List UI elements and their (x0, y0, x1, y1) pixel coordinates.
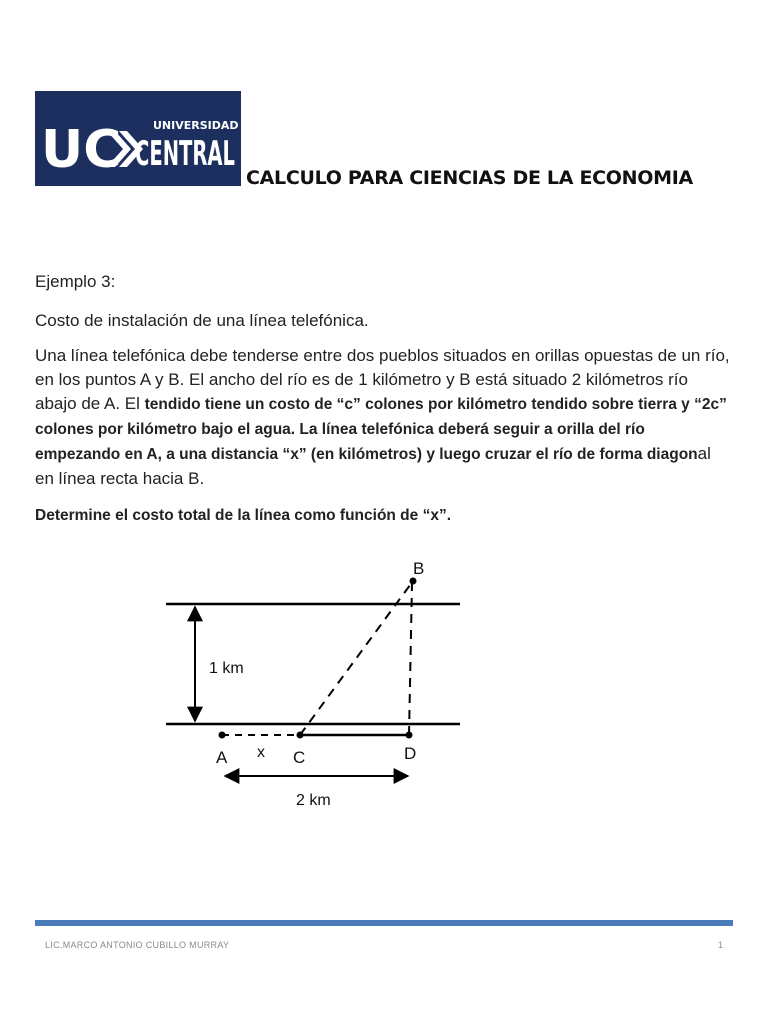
university-logo (35, 91, 241, 186)
label-width: 1 km (209, 660, 244, 677)
question: Determine el costo total de la línea como función de “x”. (35, 507, 452, 524)
logo-central: CENTRAL (135, 134, 235, 174)
footer-divider (35, 920, 733, 926)
logo-uc: UC (41, 120, 122, 180)
point-B (410, 578, 417, 585)
label-x: x (257, 744, 265, 761)
statement-part1: Una línea telefónica debe tenderse entre dos pueblos situados en orillas opuestas de un río, en los puntos A y B. El ancho del río es de 1 kilómetro y B está situado 2 kilómetros río abajo de A. El (35, 346, 730, 413)
statement-part2: al en línea recta hacia B. (35, 444, 711, 488)
point-A (219, 732, 226, 739)
course-title: CALCULO PARA CIENCIAS DE LA ECONOMIA (246, 167, 693, 189)
label-distance: 2 km (296, 792, 331, 809)
river-diagram (0, 540, 768, 830)
label-B: B (413, 559, 425, 578)
example-label: Ejemplo 3: (35, 272, 116, 291)
problem-subtitle: Costo de instalación de una línea telefónica. (35, 311, 369, 330)
logo-universidad: UNIVERSIDAD (153, 119, 239, 132)
point-C (297, 732, 304, 739)
statement-bold: tendido tiene un costo de “c” colones por kilómetro tendido sobre tierra y “2c” colones por kilómetro bajo el agua. La línea telefónica deberá seguir a orilla del río empezando en A, a una distancia “x” (en kilómetros) y luego cruzar el río de forma diagon (35, 396, 727, 463)
label-C: C (293, 748, 306, 767)
label-D: D (404, 744, 417, 763)
point-D (406, 732, 413, 739)
problem-statement (35, 344, 734, 491)
label-A: A (216, 748, 228, 767)
footer-author: LIC.MARCO ANTONIO CUBILLO MURRAY (45, 940, 230, 950)
page-number: 1 (718, 940, 724, 950)
logo-graphic (35, 91, 241, 186)
segment-DB (409, 583, 412, 735)
